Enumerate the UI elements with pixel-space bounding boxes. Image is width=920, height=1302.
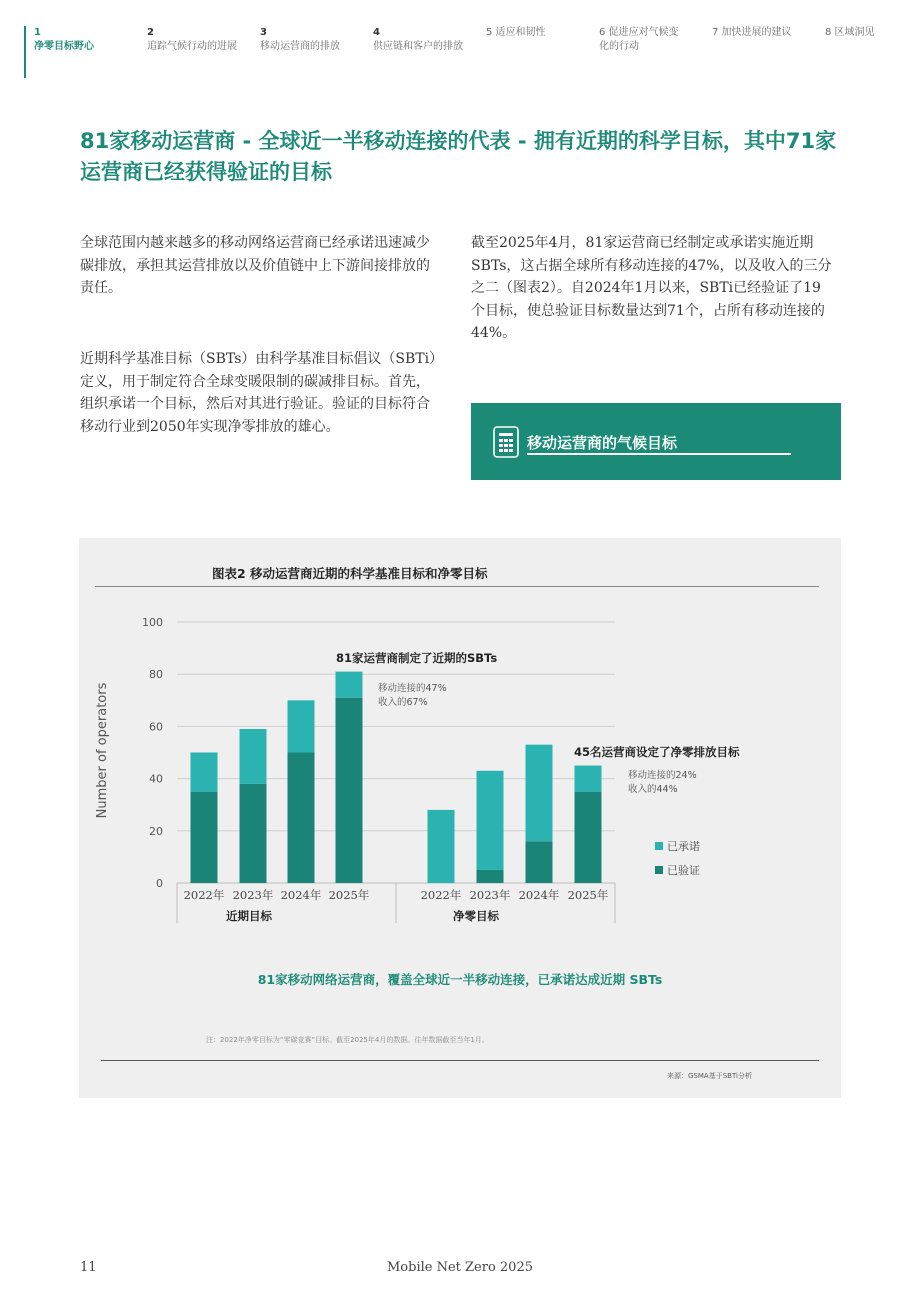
y-tick-label: 20 [149,824,163,838]
x-tick-label: 2024年 [518,888,560,902]
group-label: 净零目标 [453,909,499,923]
climate-targets-link[interactable]: 移动运营商的气候目标 [527,434,678,452]
annotation-title: 45名运营商设定了净零排放目标 [574,745,740,759]
bar-committed [288,700,315,752]
nav-item-tracking-progress[interactable] [147,26,259,54]
nav-item-recommendations[interactable] [712,26,824,40]
chart-note: 注：2022年净零目标为“零碳竞赛”目标。截至2025年4月的数据。往年数据截至当年1月。 [206,1036,489,1044]
nav-item-label: 净零目标野心 [34,41,94,52]
x-tick-label: 2024年 [280,888,322,902]
legend-swatch [655,842,663,850]
bar-verified [477,870,504,883]
sbt-definition-paragraph: 近期科学基准目标（SBTs）由科学基准目标倡议（SBTi）定义，用于制定符合全球变暖限制的碳减排目标。首先，组织承诺一个目标，然后对其进行验证。验证的目标符合移动行业到2050年实现净零排放的雄心。 [80,351,437,435]
y-tick-label: 0 [156,877,163,890]
y-tick-label: 60 [149,720,163,734]
bar-verified [336,698,363,883]
x-tick-label: 2025年 [567,888,609,902]
bar-verified [240,784,267,883]
nav-item-label: 移动运营商的排放 [260,41,340,52]
nav-item-label: 供应链和客户的排放 [373,41,463,52]
x-tick-label: 2023年 [469,888,511,902]
nav-item-number: 4 [373,27,380,38]
x-tick-label: 2023年 [232,888,274,902]
y-tick-label: 40 [149,772,163,786]
bar-committed [526,745,553,842]
y-axis-label: Number of operators [95,682,110,819]
bar-committed [428,810,455,883]
page-number: 11 [80,1260,97,1275]
x-tick-label: 2025年 [328,888,370,902]
annotation-line: 收入的44% [628,784,678,795]
y-tick-label: 80 [149,668,163,682]
nav-item-climate-action[interactable] [599,26,679,54]
chart-source: 来源：GSMA基于SBTi分析 [667,1072,752,1080]
nav-item-regional-insights[interactable] [825,26,877,40]
legend-label: 已验证 [667,864,700,877]
intro-paragraph: 全球范围内越来越多的移动网络运营商已经承诺迅速减少碳排放，承担其运营排放以及价值链中上下游间接排放的责任。 [80,235,430,296]
bar-committed [191,753,218,792]
nav-item-number: 1 [34,27,41,38]
nav-item-label: 6 促进应对气候变化的行动 [599,27,679,52]
bar-verified [575,792,602,883]
nav-item-label: 7 加快进展的建议 [712,27,792,38]
nav-item-label: 5 适应和韧性 [486,27,546,38]
section-nav [0,0,920,80]
progress-paragraph: 截至2025年4月，81家运营商已经制定或承诺实施近期SBTs，这占据全球所有移动连接的47%，以及收入的三分之二（图表2）。自2024年1月以来，SBTi已经验证了19个目标，使总验证目标数量达到71个，占所有移动连接的44%。 [471,235,832,341]
nav-item-number: 2 [147,27,154,38]
footer-title: Mobile Net Zero 2025 [386,1260,533,1275]
nav-item-label: 追踪气候行动的进展 [147,41,237,52]
x-tick-label: 2022年 [420,888,462,902]
link-underline [527,453,791,455]
annotation-title: 81家运营商制定了近期的SBTs [336,651,498,665]
nav-item-supply-chain[interactable] [373,26,465,54]
legend-label: 已承诺 [667,840,700,853]
group-label: 近期目标 [226,909,272,923]
bar-verified [191,792,218,883]
document-table-icon [493,426,519,458]
chart-caption: 81家移动网络运营商，覆盖全球近一半移动连接，已承诺达成近期 SBTs [257,972,663,987]
x-tick-label: 2022年 [183,888,225,902]
bar-committed [240,729,267,784]
nav-item-operator-emissions[interactable] [260,26,372,54]
page-headline: 81家移动运营商 - 全球近一半移动连接的代表 - 拥有近期的科学目标，其中71家运营商已经获得验证的目标 [80,129,837,184]
stacked-bar-chart [79,538,841,958]
nav-item-adaptation[interactable] [486,26,598,40]
nav-item-label: 8 区域洞见 [825,27,875,38]
bar-committed [575,766,602,792]
chart-title: 图表2 移动运营商近期的科学基准目标和净零目标 [212,566,488,581]
bar-committed [336,672,363,698]
annotation-line: 移动连接的24% [628,770,697,781]
annotation-line: 移动连接的47% [378,683,447,694]
nav-active-indicator [24,26,26,78]
bar-committed [477,771,504,870]
nav-item-number: 3 [260,27,267,38]
y-tick-label: 100 [142,616,163,629]
annotation-line: 收入的67% [378,697,428,708]
bar-verified [288,753,315,884]
legend-swatch [655,866,663,874]
chart-panel [79,538,841,1098]
chart-bottom-divider [101,1060,819,1061]
nav-item-net-zero-ambition[interactable] [34,26,146,54]
climate-targets-link-box[interactable] [471,403,841,480]
bar-verified [526,841,553,883]
